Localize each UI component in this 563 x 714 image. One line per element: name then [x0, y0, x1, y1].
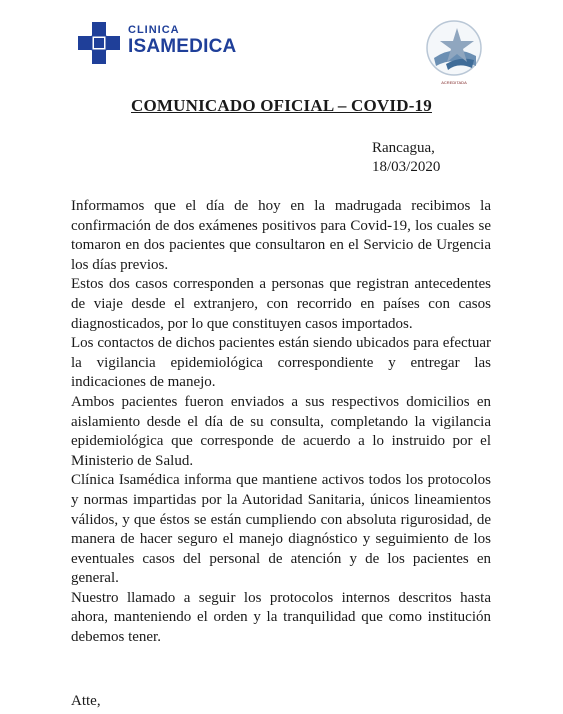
star-seal-icon — [424, 18, 484, 78]
paragraph: Ambos pacientes fueron enviados a sus respectivos domicilios en aislamiento desde el día de su consulta, completando la vigilancia epidemiológica que corresponde de acuerdo a lo instruido por el Ministerio de Salud. — [71, 393, 491, 469]
cross-blocks-icon — [78, 22, 122, 66]
paragraph: Nuestro llamado a seguir los protocolos internos descritos hasta ahora, manteniendo el orden y la tranquilidad que como institución debemos tener. — [71, 589, 491, 646]
paragraph: Clínica Isamédica informa que mantiene activos todos los protocolos y normas impartidas por la Autoridad Sanitaria, únicos lineamientos válidos, y que éstos se están cumpliendo con absoluta rigurosidad, de manera de hacer seguro el manejo diagnóstico y seguimiento de los eventuales casos del personal de atención y de los pacientes en general. — [71, 472, 491, 587]
clinic-logo — [78, 22, 238, 70]
seal-label: ACREDITADA — [441, 80, 467, 85]
date-text: 18/03/2020 — [372, 159, 441, 175]
brand-name: ISAMEDICA — [128, 36, 237, 57]
city-text: Rancagua, — [372, 140, 435, 156]
document-body — [71, 197, 491, 648]
brand-small-text: CLINICA — [128, 24, 180, 36]
paragraph: Informamos que el día de hoy en la madrugada recibimos la confirmación de dos exámenes positivos para Covid-19, los cuales se tomaron en dos pacientes que consultaron en el Servicio de Urgencia los días previos. — [71, 198, 491, 273]
signoff: Atte, — [71, 693, 101, 709]
paragraph: Estos dos casos corresponden a personas que registran antecedentes de viaje desde el extranjero, con recorrido en países con casos diagnosticados, por lo que constituyen casos importados. — [71, 276, 491, 332]
document-title: COMUNICADO OFICIAL – COVID-19 — [131, 96, 432, 115]
paragraph: Los contactos de dichos pacientes están siendo ubicados para efectuar la vigilancia epidemiológica correspondiente y entregar las indicaciones de manejo. — [71, 335, 491, 391]
accreditation-seal — [424, 18, 484, 90]
place-date — [372, 139, 440, 177]
